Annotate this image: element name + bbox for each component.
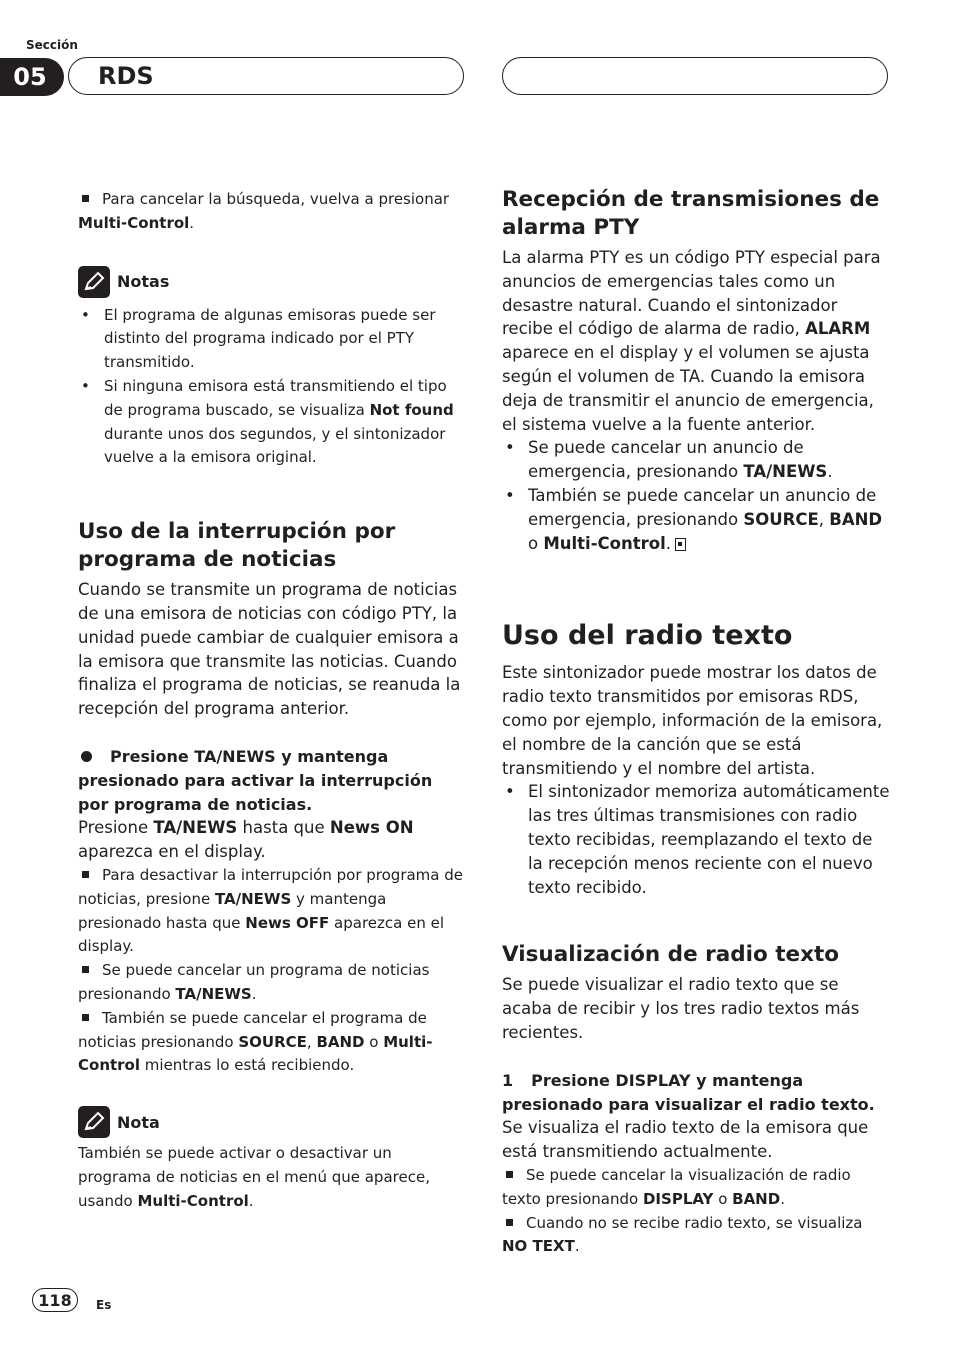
- square-bullet-icon: [82, 966, 89, 973]
- note-heading: Nota: [117, 1112, 160, 1132]
- sub-note: Cuando no se recibe radio texto, se visualiza NO TEXT.: [502, 1213, 863, 1256]
- section-label: Sección: [26, 38, 78, 52]
- instruction-step: Presione TA/NEWS y mantenga presionado para activar la interrupción por programa de noticias.: [78, 746, 433, 814]
- left-column: [78, 188, 468, 1214]
- sub-note: Se puede cancelar la visualización de radio texto presionando DISPLAY o BAND.: [502, 1165, 851, 1208]
- news-interrupt-heading: Uso de la interrupción por programa de noticias: [78, 519, 396, 573]
- instruction-result: Presione TA/NEWS hasta que News ON aparezca en el display.: [78, 818, 414, 862]
- language-code: Es: [96, 1298, 112, 1312]
- radiotext-title: Uso del radio texto: [502, 620, 793, 652]
- radiotext-display-heading: Visualización de radio texto: [502, 942, 840, 968]
- square-bullet-icon: [506, 1171, 513, 1178]
- radiotext-display-body: Se puede visualizar el radio texto que se acaba de recibir y los tres radio textos más recientes.: [502, 975, 860, 1042]
- notes-list: [78, 304, 468, 471]
- display-step: 1 Presione DISPLAY y mantenga presionado para visualizar el radio texto.: [502, 1070, 875, 1114]
- list-item: • El sintonizador memoriza automáticamente las tres últimas transmisiones con radio texto recibidas, reemplazando el texto de la recepción menos reciente con el nuevo texto recibido.: [505, 782, 890, 897]
- sub-note: También se puede cancelar el programa de noticias presionando SOURCE, BAND o Multi-Control mientras lo está recibiendo.: [78, 1008, 433, 1075]
- pencil-note-icon: [78, 266, 110, 298]
- list-item: • El programa de algunas emisoras puede ser distinto del programa indicado por el PTY transmitido.: [81, 305, 436, 372]
- end-of-section-icon: [675, 538, 686, 551]
- cancel-search-note: Para cancelar la búsqueda, vuelva a presionar Multi-Control.: [78, 190, 450, 232]
- bullet-icon: [81, 751, 92, 762]
- sub-note: Se puede cancelar un programa de noticias presionando TA/NEWS.: [78, 961, 430, 1003]
- pencil-note-icon: [78, 1106, 110, 1138]
- section-number-badge: 05: [0, 58, 64, 96]
- news-interrupt-body: Cuando se transmite un programa de noticias de una emisora de noticias con código PTY, la unidad puede cambiar de cualquier emisora a la emisora que transmite las noticias. Cuando finaliza el programa de noticias, se reanuda la recepción del programa anterior.: [78, 580, 461, 719]
- square-bullet-icon: [82, 1014, 89, 1021]
- page-number: 118: [32, 1288, 78, 1312]
- notes-heading: Notas: [117, 272, 170, 292]
- header-right-frame: [502, 57, 888, 95]
- display-step-result: Se visualiza el radio texto de la emisora que está transmitiendo actualmente.: [502, 1118, 869, 1162]
- right-column: [502, 186, 892, 1259]
- list-item: • Se puede cancelar un anuncio de emergencia, presionando TA/NEWS.: [505, 438, 833, 482]
- sub-note: Para desactivar la interrupción por programa de noticias, presione TA/NEWS y mantenga presionado hasta que News OFF aparezca en el display.: [78, 865, 463, 956]
- pty-alarm-heading: Recepción de transmisiones de alarma PTY: [502, 187, 880, 240]
- square-bullet-icon: [82, 871, 89, 878]
- radiotext-body: Este sintonizador puede mostrar los datos de radio texto transmitidos por emisoras RDS, como por ejemplo, información de la emisora, el nombre de la canción que se está transmitiendo y el nombre del artista.: [502, 663, 883, 778]
- radiotext-list: [502, 780, 892, 899]
- square-bullet-icon: [506, 1219, 513, 1226]
- square-bullet-icon: [82, 195, 89, 202]
- pty-alarm-list: [502, 436, 892, 555]
- note-header: [78, 1104, 468, 1140]
- chapter-title: RDS: [98, 62, 154, 90]
- list-item: • También se puede cancelar un anuncio de emergencia, presionando SOURCE, BAND o Multi-Control.: [505, 485, 883, 553]
- pty-alarm-body: La alarma PTY es un código PTY especial para anuncios de emergencias tales como un desastre natural. Cuando el sintonizador recibe el código de alarma de radio, ALARM aparece en el display y el volumen se ajusta según el volumen de TA. Cuando la emisora deja de transmitir el anuncio de emergencia, el sistema vuelve a la fuente anterior.: [502, 248, 881, 434]
- notes-header: [78, 264, 468, 300]
- note-body: También se puede activar o desactivar un programa de noticias en el menú que aparece, usando Multi-Control.: [78, 1144, 430, 1210]
- list-item: • Si ninguna emisora está transmitiendo el tipo de programa buscado, se visualiza Not found durante unos dos segundos, y el sintonizador vuelve a la emisora original.: [81, 376, 454, 467]
